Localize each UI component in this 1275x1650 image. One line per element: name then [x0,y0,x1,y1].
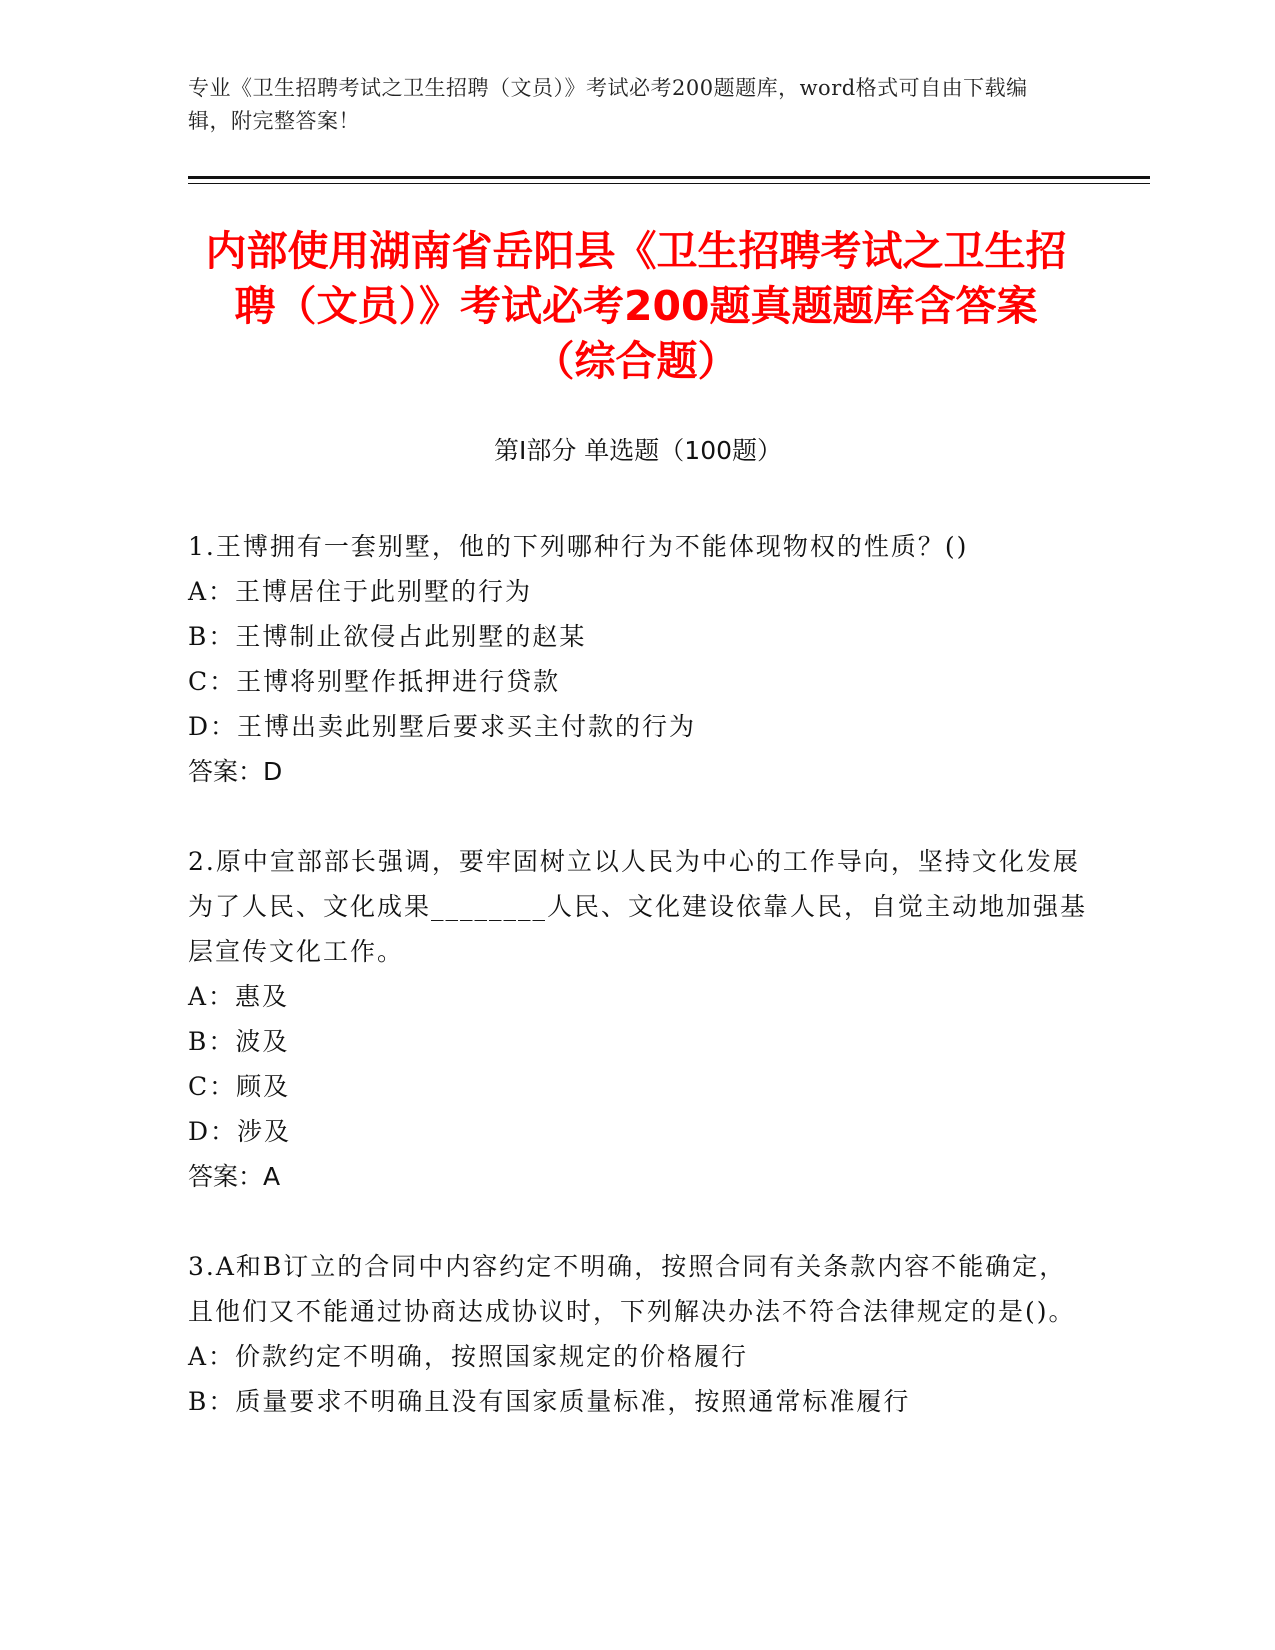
option-b: B：王博制止欲侵占此别墅的赵某 [188,622,587,651]
question-list [188,524,1088,1469]
option-c: C：王博将别墅作抵押进行贷款 [188,667,561,696]
question-2 [188,839,1088,1199]
section-title: 第Ⅰ部分 单选题（100题） [493,436,783,465]
option-d: D：涉及 [188,1117,292,1146]
header-note: 专业《卫生招聘考试之卫生招聘（文员）》考试必考200题题库，word格式可自由下载编辑，附完整答案！ [188,76,1028,133]
answer: 答案：D [188,757,283,786]
option-a: A：惠及 [188,982,290,1011]
option-b: B：质量要求不明确且没有国家质量标准，按照通常标准履行 [188,1387,911,1416]
header-divider-thin [188,183,1150,184]
header-divider-thick [188,176,1150,179]
document-title: 内部使用湖南省岳阳县《卫生招聘考试之卫生招聘（文员）》考试必考200题真题题库含答案（综合题） [205,227,1067,385]
question-stem: 2.原中宣部部长强调，要牢固树立以人民为中心的工作导向，坚持文化发展为了人民、文化成果________人民、文化建设依靠人民，自觉主动地加强基层宣传文化工作。 [188,847,1088,966]
option-b: B：波及 [188,1027,290,1056]
answer: 答案：A [188,1162,281,1191]
question-3 [188,1244,1088,1424]
question-1 [188,524,1088,794]
question-stem: 3.A和B订立的合同中内容约定不明确，按照合同有关条款内容不能确定，且他们又不能通过协商达成协议时，下列解决办法不符合法律规定的是()。 [188,1252,1076,1326]
option-a: A：价款约定不明确，按照国家规定的价格履行 [188,1342,749,1371]
option-d: D：王博出卖此别墅后要求买主付款的行为 [188,712,697,741]
option-a: A：王博居住于此别墅的行为 [188,577,533,606]
option-c: C：顾及 [188,1072,291,1101]
question-stem: 1.王博拥有一套别墅，他的下列哪种行为不能体现物权的性质？() [188,532,969,561]
